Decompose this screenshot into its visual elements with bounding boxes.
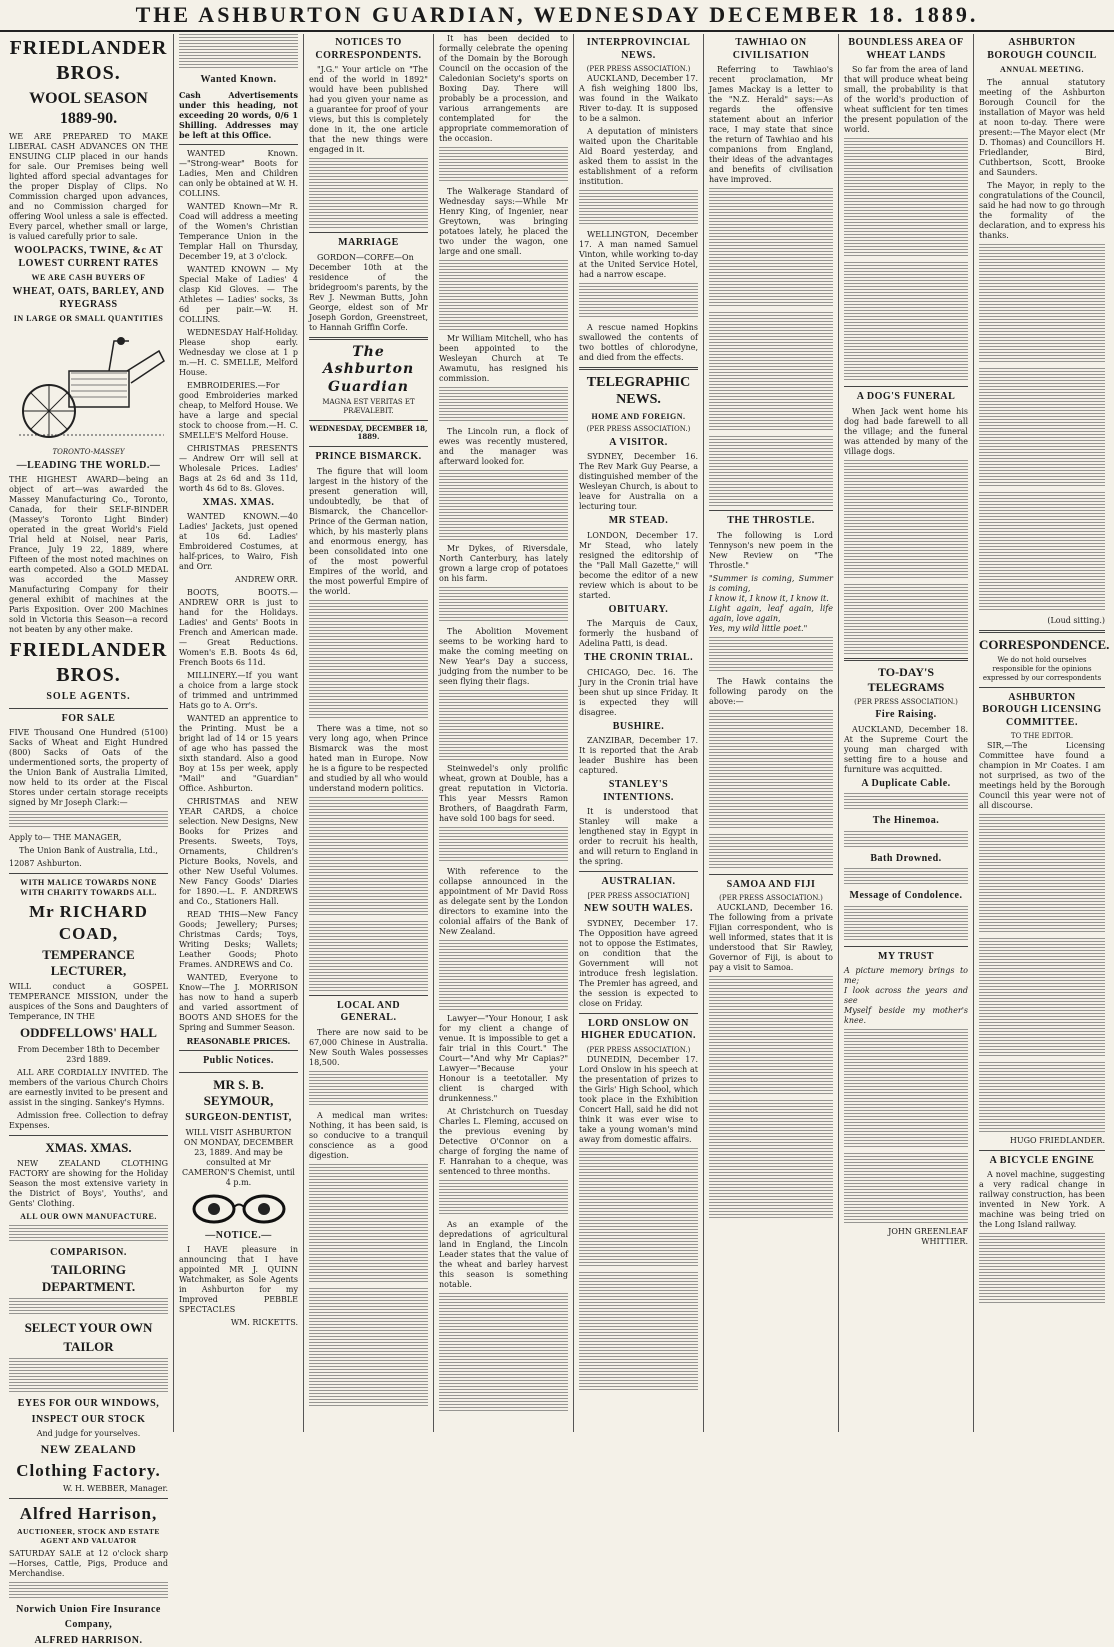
column-7 [839,34,974,1432]
marriage-heading: MARRIAGE [309,237,428,250]
public-notices-heading: Public Notices. [179,1055,298,1068]
ad-friedlander-title: FRIEDLANDER BROS. [9,36,168,86]
cronin-body: CHICAGO, Dec. 16. The Jury in the Cronin trial have been shut up since Friday. It is expected they will disagree. [579,668,698,718]
interprovincial-sub: (PER PRESS ASSOCIATION.) [579,65,698,74]
wanted-7: WANTED KNOWN.—40 Ladies' Jackets, just opened at 10s 6d. Ladies' Embroidered Costumes, at half-prices, to Wairo, Fish and Orr. [179,512,298,572]
tailoring-heading: TAILORING DEPARTMENT. [9,1262,168,1295]
fire-raising-heading: Fire Raising. [844,709,968,722]
correspondence-note: We do not hold ourselves responsible for the opinions expressed by our correspondents [979,656,1105,682]
leader-para-1: The figure that will loom largest in the history of the present generation will, undoubtedly, be that of Bismarck, the Chancellor-Prince of the German nation, which, by his masterly plans and enormous energy, has been consolidated into one of the most powerful Empires of the world, and the most powerful Empire of the world. [309,467,428,597]
marriage-body: GORDON—CORFE—On December 10th at the residence of the bridegroom's parents, by the Rev J. Newman Butts, John George, eldest son of Mr Joseph Gordon, Greenstreet, to Hannah Griffin Corfe. [309,253,428,333]
wanted-11: CHRISTMAS and NEW YEAR CARDS, a choice selection. New Designs, New Books for Prizes and Presents. Sweets, Toys, Ornaments, Children's Picture Books, Novels, and other New Useful Volumes. New Fancy Goods' Diaries for 1890.—L. F. ANDREWS and Co., Stationers Hall. [179,797,298,907]
bushire-heading: BUSHIRE. [579,721,698,734]
telegraphic-sub-2: (PER PRESS ASSOCIATION.) [579,425,698,434]
column-4 [434,34,574,1432]
inter-para-3: WELLINGTON, December 17. A man named Samuel Vinton, while working to-day at the United Service Hotel, had a narrow escape. [579,230,698,280]
condolence-heading: Message of Condolence. [844,890,968,903]
throstle-heading: THE THROSTLE. [709,515,833,528]
interprovincial-heading: INTERPROVINCIAL NEWS. [579,37,698,62]
masthead [0,0,1114,32]
correspondence-heading: CORRESPONDENCE. [979,637,1105,653]
wanted-4: WEDNESDAY Half-Holiday. Please shop early. Wednesday we close at 1 p m.—H. C. SMELLE, Melford House. [179,328,298,378]
correspondents-body: "J.G." Your article on "The end of the world in 1892" would have been published had you given your name as a guarantee for proof of your views, but this is completely done in it, the one article that the new things were engaged in it. [309,65,428,155]
xmas-heading: XMAS. XMAS. [9,1140,168,1156]
col4-para-2: The Walkerage Standard of Wednesday says:—While Mr Henry King, of Ingenier, near Greytown, was bringing potatoes lately, he placed the two under the wagon, one large and one small. [439,187,568,257]
eyes-windows: EYES FOR OUR WINDOWS, [9,1398,168,1411]
spectacles-illustration [179,1192,298,1226]
column-8 [974,34,1110,1432]
council-body: The annual statutory meeting of the Ashburton Borough Council for the installation of Mayor was held at noon to-day. There were present:—The Mayor elect (Mr D. Thomas) and Councillors H. Friedlander, Bird, Cuthbertson, Scott, Brooke and Saunders. [979,78,1105,178]
wanted-1: WANTED Known.—"Strong-wear" Boots for Ladies, Men and Children can only be obtained at W. H. COLLINS. [179,149,298,199]
leader-heading: PRINCE BISMARCK. [309,451,428,464]
award-text: THE HIGHEST AWARD—being an object of art—was awarded the Massey Manufacturing Co., Toronto, Canada, for their SELF-BINDER (Massey's Toronto Light Binder) operated in the great World's Field Trial held at Noisel, near Paris, France, July 19 22, 1889, where Fifteen of the most noted machines on earth competed. Also a GOLD MEDAL was accorded the Massey Manufacturing Company for their general exhibit of machines at the Paris Exposition. Over 200 Machines sold in Victoria this Season—a record not beaten by any other make. [9,475,168,635]
column-1 [4,34,174,1432]
bicycle-heading: A BICYCLE ENGINE [979,1155,1105,1168]
col4-para-7: Steinwedel's only prolific wheat, grown at Double, has a great reputation in Victoria. This year Messrs Ramon Brothers, of Baagdrath Farm, have sold 100 bags for seed. [439,764,568,824]
boundless-heading: BOUNDLESS AREA OF WHEAT LANDS [844,37,968,62]
norwich-agent: ALFRED HARRISON. [9,1635,168,1647]
duplicate-cable-heading: A Duplicate Cable. [844,778,968,791]
col4-para-8: With reference to the collapse announced in the appointment of Mr David Ross as delegate sent by the London directors to examine into the colonial affairs of the Bank of New Zealand. [439,867,568,937]
boundless-body: So far from the area of land that will produce wheat being small, the probability is that of the world's production of wheat sufficient for ten times the present population of the world. [844,65,968,135]
dentist-title: SURGEON-DENTIST, [179,1112,298,1125]
hawk-intro: The Hawk contains the following parody on the above:— [709,677,833,707]
nz-heading: NEW ZEALAND [9,1442,168,1457]
wanted-9: MILLINERY.—If you want a choice from a large stock of trimmed and untrimmed Hats go to A. Orr's. [179,671,298,711]
australian-sub: [PER PRESS ASSOCIATION] [579,892,698,901]
nz-own-manufacture: ALL OUR OWN MANUFACTURE. [9,1212,168,1222]
stanley-body: It is understood that Stanley will make a lengthened stay in Egypt in order to recruit his health, and will return to England in the spring. [579,807,698,867]
throstle-poem: "Summer is coming, Summer is coming, I know it, I know it, I know it. Light again, leaf again, life again, love again, Yes, my wild little poet." [709,574,833,634]
wanted-8: BOOTS, BOOTS.—ANDREW ORR is just to hand for the Holidays. Ladies' and Gents' Boots in French and American made. — Great Reductions. Women's E.B. Boots 4s 6d, French Boots 6s 11d. [179,588,298,668]
obituary-heading: OBITUARY. [579,604,698,617]
stead-body: LONDON, December 17. Mr Stead, who lately resigned the editorship of the "Pall Mall Gazette," will become the editor of a new review which is about to be started. [579,531,698,601]
local-para-2: A medical man writes: Nothing, it has been said, is so conducive to a tranquil conscience as a good digestion. [309,1111,428,1161]
coad-title: TEMPERANCE LECTURER, [9,947,168,980]
bath-drowned-heading: Bath Drowned. [844,853,968,866]
inter-para-1: AUCKLAND, December 17. A fish weighing 1800 lbs, was found in the Waikato River to-day. It is supposed to be a salmon. [579,74,698,124]
wanted-known-heading: Wanted Known. [179,74,298,87]
council-heading: ASHBURTON BOROUGH COUNCIL [979,37,1105,62]
nsw-body: SYDNEY, December 17. The Opposition have agreed not to oppose the Estimates, on condition that the Government will not introduce fresh legislation. The Premier has agreed, and the session is expected to close on Friday. [579,919,698,1009]
licensing-body: SIR,—The Licensing Committee have found a champion in Mr Coates. I am not surprised, as two of the meetings held by the Borough Council this year were not of all discourse. [979,741,1105,811]
judge-yourselves: And judge for yourselves. [9,1429,168,1439]
wanted-5: EMBROIDERIES.—For good Embroideries marked cheap, to Melford House. We have a large and special stock to choose from.—H. C. SMELLE'S Melford House. [179,381,298,441]
stanley-heading: STANLEY'S INTENTIONS. [579,779,698,804]
throstle-intro: The following is Lord Tennyson's new poem in the New Review on "The Throstle." [709,531,833,571]
nz-clothing-body: NEW ZEALAND CLOTHING FACTORY are showing for the Holiday Season the most extensive variety in the District of Boys', Youths', and Gents' Clothing. [9,1159,168,1209]
col4-para-4: The Lincoln run, a flock of ewes was recently mustered, and the manager was afterward looked for. [439,427,568,467]
coad-name: Mr RICHARD COAD, [9,901,168,944]
australian-heading: AUSTRALIAN. [579,876,698,889]
select-tailor-heading: SELECT YOUR OWN [9,1320,168,1336]
inter-para-2: A deputation of ministers waited upon the Charitable Aid Board yesterday, and asked them to assist in the establishment of a reform institution. [579,127,698,187]
onslow-sub: (PER PRESS ASSOCIATION.) [579,1046,698,1055]
ad-sole-agents: SOLE AGENTS. [9,691,168,704]
samoa-heading: SAMOA AND FIJI [709,879,833,892]
leader-para-2: There was a time, not so very long ago, when Prince Bismarck was the most hated man in Europe. Now he is a figure to be respected and studied by all who would understand modern politics. [309,724,428,794]
for-sale-ref: 12087 Ashburton. [9,859,168,869]
ad-wool-body: WE ARE PREPARED TO MAKE LIBERAL CASH ADVANCES ON THE ENSUING CLIP placed in our hands for sale. Our Premises being well lighted afford special advantages for the proper Display of Clips. No Commission charged upon advances, and no Commission charged for offering Wool unless a sale is effected. Every parcel, whether small or large, is valued carefully prior to sale. [9,132,168,242]
coad-dates: From December 18th to December 23rd 1889. [9,1045,168,1065]
dentist-body: WILL VISIT ASHBURTON ON MONDAY, DECEMBER 23, 1889. And may be consulted at Mr CAMERON'S Chemist, until 4 p.m. [179,1128,298,1188]
clothing-factory-heading: Clothing Factory. [9,1460,168,1481]
ad-wool-season: WOOL SEASON 1889-90. [9,89,168,129]
col4-para-5: Mr Dykes, of Riversdale, North Canterbury, has lately grown a large crop of potatoes on his farm. [439,544,568,584]
wanted-known-intro: Cash Advertisements under this heading, not exceeding 20 words, 0/6 1 Shilling. Addresses may be left at this Office. [179,90,298,140]
samoa-body: AUCKLAND, December 16. The following from a private Fijian correspondent, who is well informed, states that it is understood that Sir Rawley, Governor of Fiji, is about to pay a visit to Samoa. [709,903,833,973]
my-trust-heading: MY TRUST [844,951,968,964]
local-para-1: There are now said to be 67,000 Chinese in Australia. New South Wales possesses 18,500. [309,1028,428,1068]
samoa-sub: (PER PRESS ASSOCIATION.) [709,894,833,903]
licensing-sign: HUGO FRIEDLANDER. [979,1136,1105,1146]
for-sale-body: FIVE Thousand One Hundred (5100) Sacks of Wheat and Eight Hundred (800) Sacks of Oats of the undermentioned sorts, the property of the Union Bank of Australia Limited, now held to its order at the Fiscal Stores under certain storage receipts signed by Mr Joseph Clark:— [9,728,168,808]
column-5 [574,34,704,1432]
obituary-body: The Marquis de Caux, formerly the husband of Adelina Patti, is dead. [579,619,698,649]
for-sale-bank: The Union Bank of Australia, Ltd., [9,846,168,856]
nsw-heading: NEW SOUTH WALES. [579,903,698,916]
tawhiao-body: Referring to Tawhiao's recent proclamation, Mr James Mackay is a letter to the "N.Z. Herald" says:—As regards the offensive statement about an inferior race, I may state that since the return of Tawhiao and his companions from England, their ideas of the advantages and benefits of civilisation have improved. [709,65,833,185]
dog-funeral-body: When Jack went home his dog had bade farewell to all the village; and the funeral was attended by many of the village dogs. [844,407,968,457]
column-3 [304,34,434,1432]
reaper-binder-illustration [9,331,169,441]
guardian-motto: MAGNA EST VERITAS ET PRÆVALEBIT. [309,398,428,416]
spectacles-icon [189,1192,289,1226]
wanted-12: READ THIS—New Fancy Goods; Jewellery; Purses; Christmas Cards; Toys, Writing Desks; Wallets; Leather Goods; Photo Frames. ANDREWS and Co. [179,910,298,970]
col4-para-3: Mr William Mitchell, who has been appointed to the Wesleyan Church at Te Awamutu, has resigned his commission. [439,334,568,384]
todays-telegrams-sub: (PER PRESS ASSOCIATION.) [844,698,968,707]
ad-quantities: IN LARGE OR SMALL QUANTITIES [9,314,168,324]
council-para-2: The Mayor, in reply to the congratulations of the Council, said he had now to go through the formality of the declaration, and to express his thanks. [979,181,1105,241]
telegraphic-heading: TELEGRAPHIC NEWS. [579,374,698,409]
saturday-sale: SATURDAY SALE at 12 o'clock sharp —Horses, Cattle, Pigs, Produce and Merchandise. [9,1549,168,1579]
local-general-heading: LOCAL AND GENERAL. [309,1000,428,1025]
mower-brand-label: TORONTO-MASSEY [9,448,168,457]
correspondents-heading: NOTICES TO CORRESPONDENTS. [309,37,428,62]
inter-para-4: A rescue named Hopkins swallowed the contents of two bottles of chlorodyne, and died from the effects. [579,323,698,363]
wanted-13: WANTED, Everyone to Know—The J. MORRISON has now to hand a superb and varied assortment of BOOTS AND SHOES for the Spring and Summer Season. [179,973,298,1033]
coad-invite: ALL ARE CORDIALLY INVITED. The members of the various Church Choirs are earnestly invited to be present and assist in the singing. Sankey's Hymns. [9,1068,168,1108]
cronin-heading: THE CRONIN TRIAL. [579,652,698,665]
hinemoa-heading: The Hinemoa. [844,815,968,828]
norwich-company: Company, [9,1619,168,1632]
column-2 [174,34,304,1432]
clothing-manager: W. H. WEBBER, Manager. [9,1484,168,1494]
ad-woolpacks: WOOLPACKS, TWINE, &c AT LOWEST CURRENT RATES [9,245,168,270]
notice-body: I HAVE pleasure in announcing that I have appointed MR J. QUINN Watchmaker, as Sole Agents in Ashburton for my Improved PEBBLE SPECTACLES [179,1245,298,1315]
wanted-6: CHRISTMAS PRESENTS — Andrew Orr will sell at Wholesale Prices. Ladies' Bags at 2s 6d and 3s 11d, worth 4s 6d to 8s. Gloves. [179,444,298,494]
my-trust-sign: JOHN GREENLEAF WHITTIER. [844,1227,968,1247]
for-sale-apply: Apply to— THE MANAGER, [9,833,168,843]
column-6 [704,34,839,1432]
bicycle-body: A novel machine, suggesting a very radical change in railway construction, has been invented in New York. A machine was being tried on the Long Island railway. [979,1170,1105,1230]
council-sub: ANNUAL MEETING. [979,65,1105,75]
xmas-xmas-small: XMAS. XMAS. [179,497,298,510]
wanted-10: WANTED an apprentice to the Printing. Must be a bright lad of 14 or 15 years of age who has passed the sixth standard. Also a good Boy at 15s per week, apply "Mail" and "Guardian" Office. Ashburton. [179,714,298,794]
wanted-3: WANTED KNOWN — My Special Make of Ladies' 4 clasp Kid Gloves. — The Athletes — Ladies' socks, 3s 6d per pair.—W. H. COLLINS. [179,265,298,325]
mower-caption: —LEADING THE WORLD.— [9,460,168,473]
council-sign: (Loud sitting.) [979,616,1105,626]
newspaper-title: THE ASHBURTON GUARDIAN, WEDNESDAY DECEMBER 18. 1889. [136,2,979,28]
tawhiao-heading: TAWHIAO ON CIVILISATION [709,37,833,62]
comparison-heading: COMPARISON. [9,1247,168,1260]
onslow-body: DUNEDIN, December 17. Lord Onslow in his speech at the presentation of prizes to the Girls' High School, which took place in the Exhibition Concert Hall, said he did not think it was ever wise to take a young woman's mind away from domestic affairs. [579,1055,698,1145]
visitor-body: SYDNEY, December 16. The Rev Mark Guy Pearse, a distinguished member of the Wesleyan Church, is about to leave for Australia on a lecturing tour. [579,452,698,512]
guardian-logo: The Ashburton Guardian [309,344,428,397]
fire-raising-body: AUCKLAND, December 18. At the Supreme Court the young man charged with setting fire to a house and furniture was acquitted. [844,725,968,775]
coad-body: WILL conduct a GOSPEL TEMPERANCE MISSION, under the auspices of the Sons and Daughters of Temperance, IN THE [9,982,168,1022]
onslow-heading: LORD ONSLOW ON HIGHER EDUCATION. [579,1018,698,1043]
norwich-name: Norwich Union Fire Insurance [9,1604,168,1617]
ad-wheat-oats: WHEAT, OATS, BARLEY, AND RYEGRASS [9,286,168,311]
leader-date: WEDNESDAY, DECEMBER 18, 1889. [309,425,428,443]
col4-para-11: As an example of the depredations of agricultural land in England, the Lincoln Leader states that the value of the wheat and barley harvest this season is something notable. [439,1220,568,1290]
wanted-2: WANTED Known—Mr R. Coad will address a meeting of the Women's Christian Temperance Union in the Templar Hall on Thursday, December 19, at 3 o'clock. [179,202,298,262]
visitor-heading: A VISITOR. [579,437,698,450]
charity-line: WITH MALICE TOWARDS NONE WITH CHARITY TOWARDS ALL. [9,878,168,898]
licensing-to-editor: TO THE EDITOR. [979,732,1105,741]
coad-admission: Admission free. Collection to defray Expenses. [9,1111,168,1131]
notice-heading: —NOTICE.— [179,1230,298,1243]
alfred-harrison-name: Alfred Harrison, [9,1503,168,1524]
telegraphic-sub: HOME AND FOREIGN. [579,412,698,422]
my-trust-poem: A picture memory brings to me; I look across the years and see Myself beside my mother's knee. [844,966,968,1026]
dog-funeral-heading: A DOG'S FUNERAL [844,391,968,404]
inspect-stock: INSPECT OUR STOCK [9,1414,168,1427]
dentist-name: MR S. B. SEYMOUR, [179,1077,298,1110]
newspaper-page [4,34,1110,1432]
licensing-heading: ASHBURTON BOROUGH LICENSING COMMITTEE. [979,692,1105,730]
col4-para-9: Lawyer—"Your Honour, I ask for my client a change of venue. It is impossible to get a fair trial in this Court." The Court—"And why Mr Capias?" Lawyer—"Because your Honour is a teetotaller. My client is charged with drunkenness." [439,1014,568,1104]
ad-cash-buyers: WE ARE CASH BUYERS OF [9,273,168,283]
col4-para-1: It has been decided to formally celebrate the opening of the Domain by the Borough Council on the occasion of the Caledonian Society's sports on Boxing Day. There will probably be a procession, and various arrangements are contemplated for the appropriate commemoration of the occasion. [439,34,568,144]
ad-friedlander-title-2: FRIEDLANDER BROS. [9,638,168,688]
coad-hall: ODDFELLOWS' HALL [9,1025,168,1041]
col4-para-6: The Abolition Movement seems to be working hard to make the coming meeting on New Year's Day a success, judging from the number to be seen flying their flags. [439,627,568,687]
bushire-body: ZANZIBAR, December 17. It is reported that the Arab leader Bushire has been captured. [579,736,698,776]
wanted-13-prices: REASONABLE PRICES. [179,1036,298,1046]
alfred-harrison-title: AUCTIONEER, STOCK AND ESTATE AGENT AND VALUATOR [9,1527,168,1546]
for-sale-heading: FOR SALE [9,713,168,726]
todays-telegrams-heading: TO-DAY'S TELEGRAMS [844,665,968,695]
col4-para-10: At Christchurch on Tuesday Charles L. Fleming, accused on the previous evening by Detective O'Connor on a charge of forging the name of F. Hanrahan to a cheque, was sentenced to three months. [439,1107,568,1177]
stead-heading: MR STEAD. [579,515,698,528]
tailor-heading: TAILOR [9,1339,168,1355]
notice-sign: WM. RICKETTS. [179,1318,298,1328]
wanted-7-sign: ANDREW ORR. [179,575,298,585]
